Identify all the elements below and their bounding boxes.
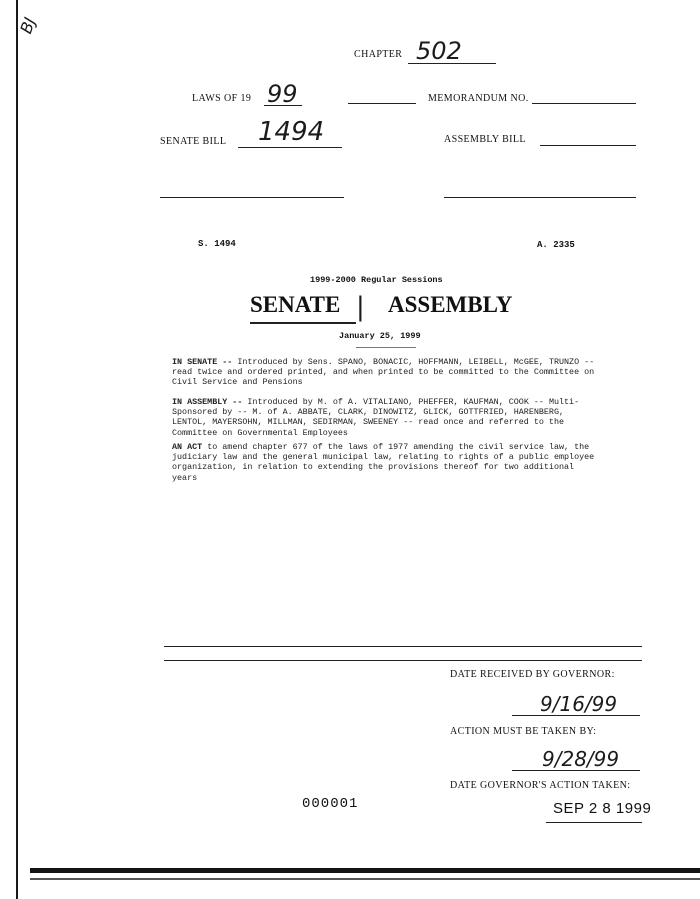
title-assembly: ASSEMBLY — [388, 292, 513, 317]
laws-year-value: 99 — [267, 80, 298, 108]
title-underline — [250, 322, 356, 324]
assembly-bill-number: A. 2335 — [537, 240, 575, 250]
laws-underline — [264, 105, 302, 106]
rule-upper — [164, 646, 642, 647]
date-received-underline — [512, 715, 640, 716]
action-by-value: 9/28/99 — [542, 747, 620, 771]
assembly-intro-text: Introduced by M. of A. VITALIANO, PHEFFER, KAUFMAN, COOK -- Multi-Sponsored by -- M. of A. ABBATE, CLARK, DINOWITZ, GLICK, GOTTFRIED, HARENBERG, LENTOL, MAYERSOHN, MILLMAN, SEDIRMAN, SWEENEY -- read once and referred to the Committee on Governmental Employees — [172, 397, 580, 438]
senate-bill-label: SENATE BILL — [160, 136, 227, 147]
assembly-bill-underline — [540, 145, 636, 146]
action-by-label: ACTION MUST BE TAKEN BY: — [450, 726, 597, 737]
blank-line — [348, 103, 416, 104]
rule-lower — [164, 660, 642, 661]
act-lead: AN ACT — [172, 442, 203, 452]
chapter-label: CHAPTER — [354, 49, 403, 60]
chapter-underline — [408, 63, 496, 64]
date-received-label: DATE RECEIVED BY GOVERNOR: — [450, 669, 615, 680]
assembly-intro-lead: IN ASSEMBLY -- — [172, 397, 243, 407]
blank-line-left — [160, 197, 344, 198]
senate-bill-value: 1494 — [258, 117, 325, 147]
date-rule — [356, 347, 416, 348]
assembly-introduction — [172, 397, 604, 438]
page-number: 000001 — [302, 796, 359, 812]
senate-introduction — [172, 357, 604, 388]
left-page-edge — [16, 0, 18, 899]
action-by-underline — [512, 770, 640, 771]
act-text: to amend chapter 677 of the laws of 1977 amending the civil service law, the judiciary law and the general municipal law, relating to rights of a public employee organization, in relation to extending the provisions thereof for two additional years — [172, 442, 595, 483]
date-received-value: 9/16/99 — [540, 692, 618, 716]
title-senate: SENATE — [250, 292, 341, 317]
action-taken-label: DATE GOVERNOR'S ACTION TAKEN: — [450, 780, 631, 791]
memorandum-label: MEMORANDUM NO. — [428, 93, 529, 104]
action-taken-underline — [546, 822, 642, 823]
senate-bill-underline — [238, 147, 342, 148]
bill-date: January 25, 1999 — [339, 331, 421, 341]
act-description — [172, 442, 604, 483]
action-taken-stamp: SEP 2 8 1999 — [553, 800, 652, 817]
senate-bill-number: S. 1494 — [198, 239, 236, 249]
senate-intro-text: Introduced by Sens. SPANO, BONACIC, HOFFMANN, LEIBELL, McGEE, TRUNZO -- read twice and ordered printed, and when printed to be committed to the Committee on Civil Service and Pensions — [172, 357, 595, 388]
title-separator: | — [356, 292, 365, 322]
bottom-scan-edge — [30, 868, 700, 873]
laws-label: LAWS OF 19 — [192, 93, 252, 104]
corner-handwritten-mark: BJ — [16, 14, 40, 37]
chapter-value: 502 — [416, 37, 462, 65]
blank-line-right — [444, 197, 636, 198]
memorandum-underline — [532, 103, 636, 104]
session-line: 1999-2000 Regular Sessions — [310, 275, 443, 285]
assembly-bill-label: ASSEMBLY BILL — [444, 134, 526, 145]
senate-intro-lead: IN SENATE -- — [172, 357, 233, 367]
bottom-scan-edge-shadow — [30, 878, 700, 880]
